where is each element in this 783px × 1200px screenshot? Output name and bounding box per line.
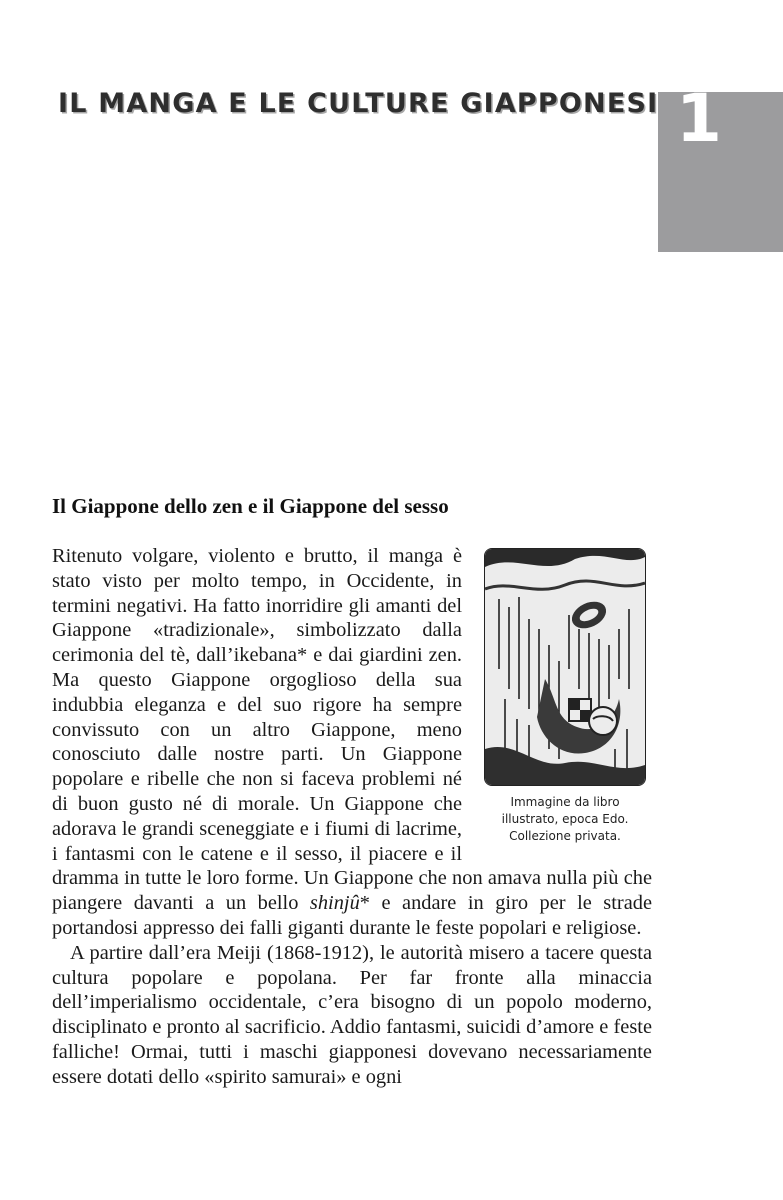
edo-illustration-drawing xyxy=(485,549,645,785)
paragraph-text: * e andare in giro per le strade portandosi appresso dei falli giganti durante le feste popolari e religiose. xyxy=(52,892,652,939)
paragraph-text: Ritenuto volgare, violento e brutto, il manga è stato visto per molto tempo, in Occidente, in termini negativi. Ha fatto inorridire gli amanti del Giappone «tradizionale», simbolizzato dalla cerimonia del tè, dall’ikebana* e dai giardini zen. Ma questo Giappone orgoglioso della sua indubbia eleganza e del suo rigore ha sempre convissuto con un altro Giappone, meno conosciuto dalle nostre parti. Un Giappone popolare e ribelle che non si faceva problemi né di buon gusto né di morale. Un Giappone che adorava le grandi sceneggiate e i fiumi di lacrime, i fantasmi con le catene e il sesso, il piacere e il dramma in tutte le loro forme. Un Giappone che non amava nulla più che piangere davanti a un bello xyxy=(52,545,652,915)
chapter-number-tab xyxy=(658,80,783,252)
paragraph: A partire dall’era Meiji (1868-1912), le autorità misero a tacere questa cultura popolare e popolana. Per far fronte alla minaccia dell’imperialismo occidentale, c’era bisogno di un popolo moderno, disciplinato e pronto al sacrificio. Addio fantasmi, suicidi d’amore e feste falliche! Ormai, tutti i maschi giapponesi dovevano necessariamente essere dotati dello «spirito samurai» e ogni xyxy=(52,941,652,1088)
figure-caption xyxy=(478,794,652,845)
chapter-title: IL MANGA E LE CULTURE GIAPPONESI xyxy=(58,88,659,119)
caption-line: illustrato, epoca Edo. xyxy=(501,812,629,826)
italic-term: shinjû xyxy=(309,892,360,915)
chapter-number: 1 xyxy=(676,80,722,157)
figure xyxy=(474,544,652,854)
edo-illustration-image xyxy=(484,548,646,786)
caption-line: Collezione privata. xyxy=(509,829,621,843)
section-heading: Il Giappone dello zen e il Giappone del sesso xyxy=(52,494,449,518)
body-text xyxy=(52,544,652,1090)
caption-line: Immagine da libro xyxy=(510,795,620,809)
